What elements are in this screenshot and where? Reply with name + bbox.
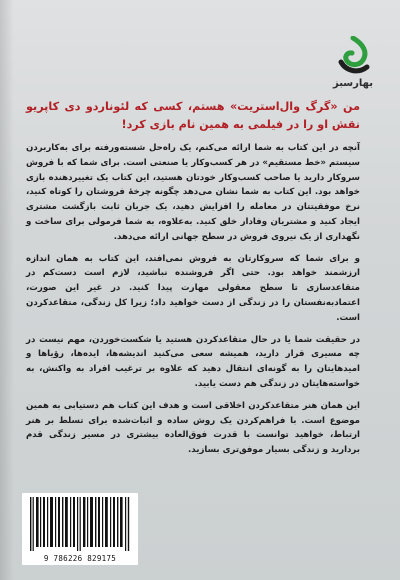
headline-quote: من «گرگ وال‌استریت» هستم، کسی که لئوناردو دی کاپریو نقش او را در فیلمی به همین نام بازی کرد!	[26, 100, 360, 131]
spine-shadow	[0, 0, 14, 580]
barcode	[22, 493, 138, 565]
blurb-paragraph-1: آنچه در این کتاب به شما ارائه می‌کنم، یک راه‌حل شسته‌ورفته برای به‌کاربردن سیستم «خط مستقیم» در هر کسب‌وکار یا صنعتی است. برای شما که با فروش سروکار دارید یا صاحب کسب‌وکار خودتان هستید، این کتاب یک تغییردهنده بازی خواهد بود. این کتاب به شما نشان می‌دهد چگونه چرخهٔ فروشتان را کوتاه کنید، نرخ موفقیتتان در معامله را افزایش دهید، یک جریان ثابت بازگشت مشتری ایجاد کنید و مشتریان وفادار خلق کنید. به‌علاوه، به شما فرمولی برای ساخت و نگهداری از یک نیروی فروش در سطح جهانی ارائه می‌دهد.	[26, 143, 360, 242]
blurb	[26, 98, 360, 465]
publisher-logo	[328, 36, 378, 89]
blurb-paragraph-2: و برای شما که سروکارتان به فروش نمی‌افتد، این کتاب به همان اندازه ارزشمند خواهد بود. حتی اگر فروشنده نباشید، لازم است دست‌کم در متقاعدسازی تا سطح معقولی مهارت پیدا کنید. در غیر این صورت، اعتمادبه‌نفستان را در زندگی از دست خواهید داد؛ زیرا کل زندگی، متقاعدکردن است.	[26, 253, 360, 323]
barcode-number: 9 786226 829175	[43, 554, 117, 563]
publisher-name: بهارسبز	[332, 78, 373, 89]
blurb-paragraph-3: در حقیقت شما یا در حال متقاعدکردن هستید یا شکست‌خوردن، مهم نیست در چه مسیری قرار دارید، همیشه سعی می‌کنید اندیشه‌ها، ایده‌ها، رؤیاها و امیدهایتان را به گونه‌ای انتقال دهید که علاوه بر ترغیب افراد به واکنش، به خواسته‌هایتان در زندگی هم دست یابید.	[26, 334, 360, 389]
blurb-paragraph-4: این همان هنر متقاعدکردن اخلاقی است و هدف این کتاب هم دستیابی به همین موضوع است. با فراهم‌کردن یک روش ساده و اثبات‌شده برای تسلط بر هنر ارتباط، خواهید توانست با قدرت فوق‌العاده بیشتری در مسیر زندگی قدم بردارید و زندگی بسیار موفق‌تری بسازید.	[26, 400, 360, 456]
publisher-logo-icon	[332, 36, 374, 78]
barcode-icon	[28, 497, 132, 551]
